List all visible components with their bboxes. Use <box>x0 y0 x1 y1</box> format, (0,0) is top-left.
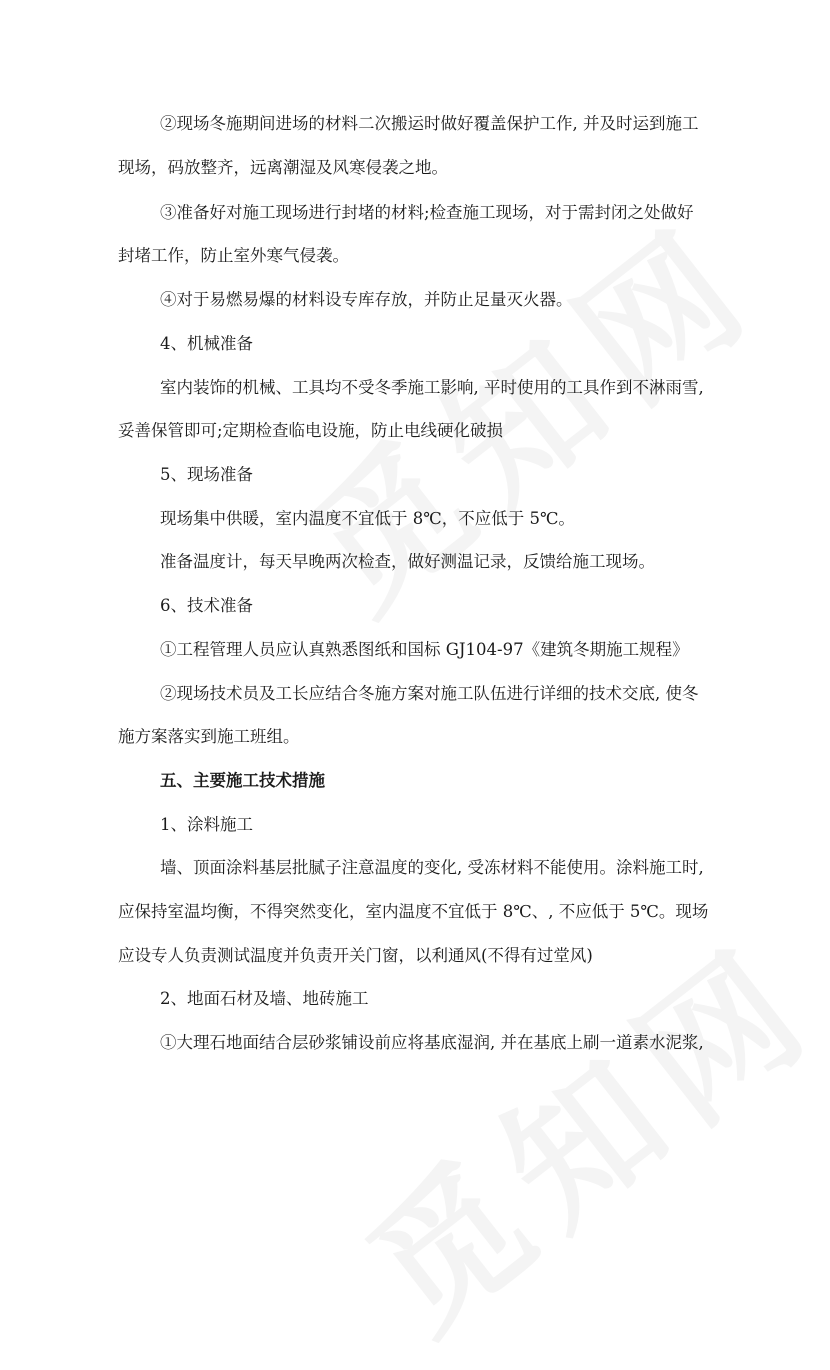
watermark <box>258 166 793 650</box>
